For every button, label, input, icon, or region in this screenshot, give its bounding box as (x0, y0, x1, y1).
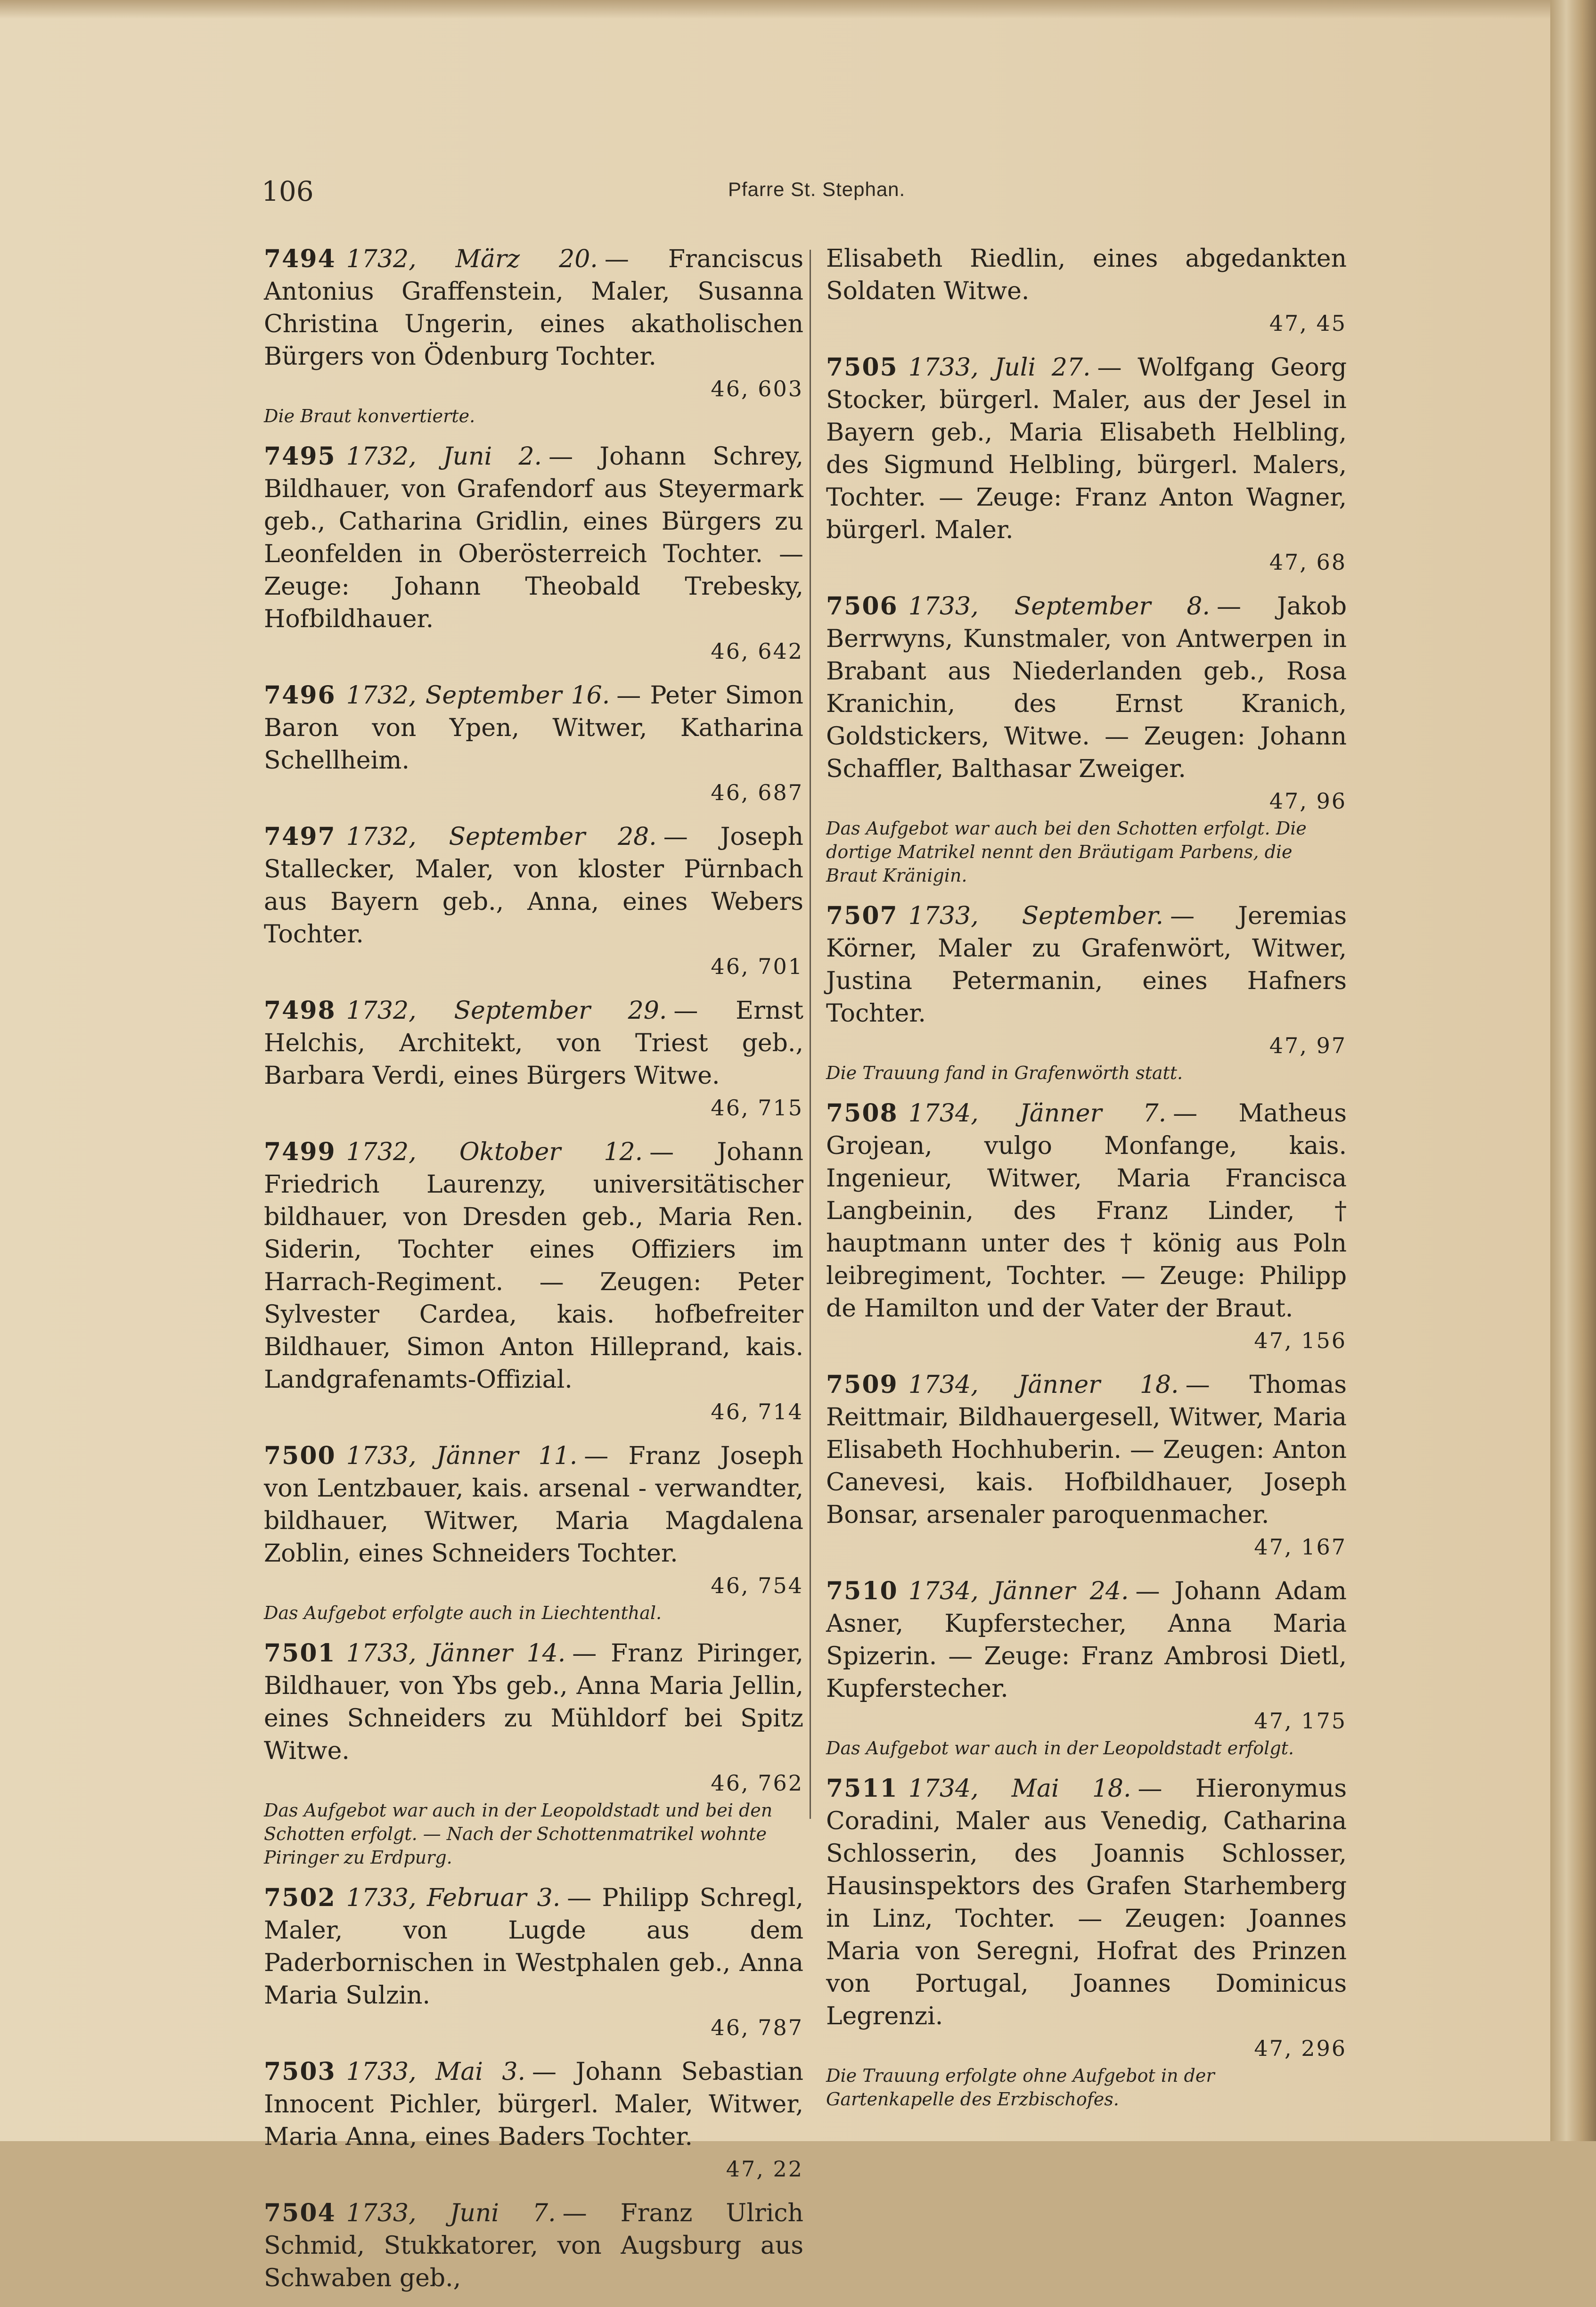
right-column (826, 243, 1347, 2123)
register-entry (264, 440, 803, 667)
entry-date: 1733, Jänner 11. (346, 1442, 578, 1470)
entry-note: Die Trauung erfolgte ohne Aufgebot in der Gartenkapelle des Erzbischofes. (826, 2065, 1215, 2110)
entry-reference: 46, 642 (711, 638, 803, 664)
entry-reference: 47, 68 (1269, 549, 1347, 575)
entry-date: 1734, Mai 18. (908, 1775, 1131, 1803)
register-entry (264, 2055, 803, 2184)
entry-number: 7503 (264, 2057, 336, 2086)
entry-reference: 47, 167 (1254, 1534, 1347, 1560)
entry-date: 1734, Jänner 7. (908, 1099, 1167, 1128)
entry-number: 7508 (826, 1099, 898, 1128)
entry-number: 7496 (264, 681, 336, 710)
book-edge (1550, 0, 1596, 2141)
entry-text: — Johann Friedrich Laurenzy, universitätischer bildhauer, von Dresden geb., Maria Ren. Siderin, Tochter eines Offiziers im Harrach-Regiment. — Zeugen: Peter Sylvester Cardea, kais. hofbefreiter Bildhauer, Simon Anton Hilleprand, kais. Landgrafenamts-Offizial. (264, 1138, 804, 1394)
register-entry (826, 351, 1347, 578)
entry-date: 1733, Februar 3. (346, 1884, 561, 1912)
entry-text: — Franz Piringer, Bildhauer, von Ybs geb., Anna Maria Jellin, eines Schneiders zu Mühldorf bei Spitz Witwe. (264, 1639, 803, 1765)
register-entry (826, 900, 1347, 1085)
entry-reference: 47, 96 (1269, 788, 1347, 814)
entry-note: Das Aufgebot erfolgte auch in Liechtenthal. (264, 1603, 662, 1623)
entry-reference: 46, 762 (711, 1770, 803, 1796)
entry-number: 7494 (264, 245, 336, 273)
entry-note: Das Aufgebot war auch bei den Schotten erfolgt. Die dortige Matrikel nennt den Bräutigam Parbens, die Braut Kränigin. (826, 818, 1307, 886)
entry-reference: 46, 687 (711, 780, 803, 805)
entry-number: 7501 (264, 1639, 336, 1668)
entry-number: 7506 (826, 592, 898, 621)
entry-number: 7505 (826, 353, 898, 382)
entry-text: — Johann Sebastian Innocent Pichler, bürgerl. Maler, Witwer, Maria Anna, eines Baders Tochter. (264, 2058, 803, 2151)
entry-date: 1734, Jänner 18. (908, 1371, 1179, 1399)
entry-text: Elisabeth Riedlin, eines abgedankten Soldaten Witwe. (826, 245, 1347, 305)
column-divider (810, 250, 811, 1819)
entry-date: 1733, September 8. (908, 592, 1210, 621)
entry-date: 1732, September 29. (346, 997, 667, 1025)
entry-date: 1734, Jänner 24. (908, 1577, 1129, 1605)
register-entry (264, 243, 803, 428)
entry-date: 1733, Mai 3. (346, 2058, 526, 2086)
register-entry (264, 1882, 803, 2043)
entry-note: Die Trauung fand in Grafenwörth statt. (826, 1063, 1183, 1083)
entry-text: — Hieronymus Coradini, Maler aus Venedig, Catharina Schlosserin, des Joannis Schlosser, Hausinspektors des Grafen Starhemberg in Linz, Tochter. — Zeugen: Joannes Maria von Seregni, Hofrat des Prinzen von Portugal, Joannes Dominicus Legrenzi. (826, 1775, 1347, 2030)
register-entry (264, 1440, 803, 1625)
entry-note: Die Braut konvertierte. (264, 406, 475, 426)
register-entry (826, 243, 1347, 339)
entry-number: 7511 (826, 1774, 898, 1803)
entry-number: 7510 (826, 1577, 898, 1605)
entry-text: — Franz Joseph von Lentzbauer, kais. arsenal - verwandter, bildhauer, Witwer, Maria Magdalena Zoblin, eines Schneiders Tochter. (264, 1442, 803, 1568)
entry-number: 7507 (826, 901, 898, 930)
entry-text: — Philipp Schregl, Maler, von Lugde aus dem Paderbornischen in Westphalen geb., Anna Maria Sulzin. (264, 1884, 803, 2010)
entry-date: 1732, Juni 2. (346, 442, 542, 471)
register-entry (826, 590, 1347, 887)
entry-text: — Matheus Grojean, vulgo Monfange, kais. Ingenieur, Witwer, Maria Francisca Langbeinin, des Franz Linder, † hauptmann unter des † könig aus Poln leibregiment, Tochter. — Zeuge: Philipp de Hamilton und der Vater der Braut. (826, 1099, 1347, 1323)
entry-text: — Ernst Helchis, Architekt, von Triest geb., Barbara Verdi, eines Bürgers Witwe. (264, 997, 804, 1090)
register-entry (264, 994, 803, 1123)
entry-date: 1733, Juli 27. (908, 353, 1091, 382)
entry-date: 1732, September 16. (346, 681, 610, 710)
register-entry (826, 1368, 1347, 1563)
left-column (264, 243, 803, 2307)
entry-text: — Franz Ulrich Schmid, Stukkatorer, von Augsburg aus Schwaben geb., (264, 2199, 803, 2292)
entry-reference: 46, 714 (711, 1399, 803, 1424)
entry-number: 7500 (264, 1441, 336, 1470)
entry-text: — Johann Adam Asner, Kupferstecher, Anna Maria Spizerin. — Zeuge: Franz Ambrosi Dietl, Kupferstecher. (826, 1577, 1347, 1703)
entry-date: 1733, Juni 7. (346, 2199, 556, 2227)
entry-reference: 46, 701 (711, 954, 803, 979)
page-number: 106 (262, 175, 314, 207)
entry-note: Das Aufgebot war auch in der Leopoldstadt erfolgt. (826, 1738, 1294, 1759)
entry-reference: 47, 97 (1269, 1033, 1347, 1058)
entry-date: 1733, September. (908, 902, 1164, 930)
entry-number: 7509 (826, 1370, 898, 1399)
entry-text: — Joseph Stallecker, Maler, von kloster Pürnbach aus Bayern geb., Anna, eines Webers Tochter. (264, 823, 804, 949)
running-head: Pfarre St. Stephan. (728, 178, 906, 200)
entry-reference: 47, 296 (1254, 2036, 1347, 2061)
entry-text: — Thomas Reittmair, Bildhauergesell, Witwer, Maria Elisabeth Hochhuberin. — Zeugen: Anton Canevesi, kais. Hofbildhauer, Joseph Bonsar, arsenaler paroquenmacher. (826, 1371, 1347, 1529)
entry-number: 7497 (264, 822, 336, 851)
entry-reference: 47, 175 (1254, 1708, 1347, 1734)
entry-reference: 46, 787 (711, 2015, 803, 2040)
entry-reference: 46, 603 (711, 376, 803, 401)
register-entry (826, 1097, 1347, 1356)
register-entry (264, 679, 803, 808)
entry-number: 7498 (264, 996, 336, 1025)
entry-number: 7504 (264, 2199, 336, 2227)
entry-reference: 47, 156 (1254, 1328, 1347, 1353)
entry-date: 1732, März 20. (346, 245, 598, 273)
entry-text: — Franciscus Antonius Graffenstein, Maler, Susanna Christina Ungerin, eines akatholischen Bürgers von Ödenburg Tochter. (264, 245, 804, 371)
register-entry (264, 820, 803, 982)
entry-reference: 47, 22 (726, 2156, 803, 2182)
register-entry (264, 1637, 803, 1869)
entry-date: 1733, Jänner 14. (346, 1639, 566, 1668)
entry-number: 7495 (264, 442, 336, 471)
scan-top-shadow (0, 0, 1596, 19)
register-entry (264, 1136, 803, 1427)
entry-text: — Jeremias Körner, Maler zu Grafenwört, Witwer, Justina Petermanin, eines Hafners Tochter. (826, 902, 1347, 1028)
entry-reference: 46, 715 (711, 1095, 803, 1121)
entry-reference: 46, 754 (711, 1573, 803, 1598)
entry-text: — Jakob Berrwyns, Kunstmaler, von Antwerpen in Brabant aus Niederlanden geb., Rosa Kranichin, des Ernst Kranich, Goldstickers, Witwe. — Zeugen: Johann Schaffler, Balthasar Zweiger. (826, 592, 1347, 783)
entry-number: 7502 (264, 1883, 336, 1912)
entry-note: Das Aufgebot war auch in der Leopoldstadt und bei den Schotten erfolgt. — Nach der Schottenmatrikel wohnte Piringer zu Erdpurg. (264, 1800, 773, 1868)
entry-text: — Wolfgang Georg Stocker, bürgerl. Maler, aus der Jesel in Bayern geb., Maria Elisabeth Helbling, des Sigmund Helbling, bürgerl. Malers, Tochter. — Zeuge: Franz Anton Wagner, bürgerl. Maler. (826, 353, 1347, 544)
entry-text: — Johann Schrey, Bildhauer, von Grafendorf aus Steyermark geb., Catharina Gridlin, eines Bürgers zu Leonfelden in Oberösterreich Tochter. — Zeuge: Johann Theobald Trebesky, Hofbildhauer. (264, 442, 803, 633)
entry-date: 1732, September 28. (346, 823, 657, 851)
register-entry (826, 1772, 1347, 2111)
register-entry (264, 2197, 803, 2295)
entry-number: 7499 (264, 1137, 336, 1166)
register-entry (826, 1575, 1347, 1760)
entry-text: — Peter Simon Baron von Ypen, Witwer, Katharina Schellheim. (264, 681, 803, 775)
entry-reference: 47, 45 (1269, 311, 1347, 336)
entry-date: 1732, Oktober 12. (346, 1138, 643, 1166)
